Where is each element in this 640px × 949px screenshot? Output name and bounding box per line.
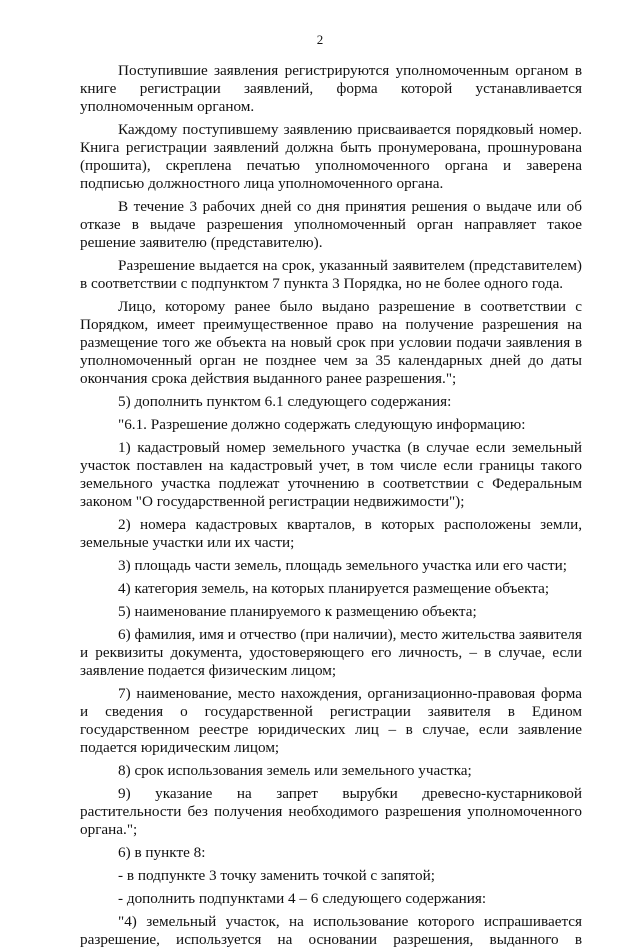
list-item-8: 8) срок использования земель или земельного участка; <box>118 762 472 779</box>
paragraph-replace-point: - в подпункте 3 точку заменить точкой с запятой; <box>118 867 435 884</box>
paragraph-clause-6-1: "6.1. Разрешение должно содержать следующую информацию: <box>118 416 526 433</box>
list-item-3: 3) площадь части земель, площадь земельного участка или его части; <box>118 557 568 574</box>
list-item-9: 9) указание на запрет вырубки древесно-кустарниковой растительности без получения необходимого разрешения уполномоченного органа."; <box>80 785 582 838</box>
paragraph-amendment-5: 5) дополнить пунктом 6.1 следующего содержания: <box>118 393 452 410</box>
list-item-1: 1) кадастровый номер земельного участка (в случае если земельный участок поставлен на кадастровый учет, в том числе если границы такого земельного участка подлежат уточнению в соответствии с Федеральным законом "О государственной регистрации недвижимости"); <box>80 439 582 510</box>
list-item-4: 4) категория земель, на которых планируется размещение объекта; <box>118 580 550 597</box>
page-number: 2 <box>316 32 324 47</box>
paragraph-add-subitems: - дополнить подпунктами 4 – 6 следующего содержания: <box>118 890 487 907</box>
paragraph-decision-term: В течение 3 рабочих дней со дня принятия решения о выдаче или об отказе в выдаче разрешения уполномоченный орган направляет такое решение заявителю (представителю). <box>80 198 582 251</box>
paragraph-amendment-6: 6) в пункте 8: <box>118 844 206 861</box>
paragraph-permit-duration: Разрешение выдается на срок, указанный заявителем (представителем) в соответствии с подпунктом 7 пункта 3 Порядка, но не более одного года. <box>80 257 582 292</box>
list-item-7: 7) наименование, место нахождения, организационно-правовая форма и сведения о государственной регистрации заявителя в Едином государственном реестре юридических лиц – в случае, если заявление подается юридическим лицом; <box>80 685 582 756</box>
list-item-2: 2) номера кадастровых кварталов, в которых расположены земли, земельные участки или их части; <box>80 516 582 551</box>
paragraph-preferential-right: Лицо, которому ранее было выдано разрешение в соответствии с Порядком, имеет преимущественное право на получение разрешения на размещение того же объекта на новый срок при условии подачи заявления в уполномоченный орган не позднее чем за 35 календарных дней до даты окончания срока действия выданного ранее разрешения."; <box>80 298 582 387</box>
paragraph-registration-book: Поступившие заявления регистрируются уполномоченным органом в книге регистрации заявлений, форма которой устанавливается уполномоченным органом. <box>80 62 582 115</box>
paragraph-subitem-4-start: "4) земельный участок, на использование которого испрашивается разрешение, используется на основании разрешения, выданного в <box>80 913 582 948</box>
document-body <box>80 62 582 949</box>
paragraph-serial-number: Каждому поступившему заявлению присваивается порядковый номер. Книга регистрации заявлений должна быть пронумерована, прошнурована (прошита), скреплена печатью уполномоченного органа и заверена подписью должностного лица уполномоченного органа. <box>80 121 582 192</box>
list-item-5: 5) наименование планируемого к размещению объекта; <box>118 603 477 620</box>
list-item-6: 6) фамилия, имя и отчество (при наличии), место жительства заявителя и реквизиты документа, удостоверяющего его личность, – в случае, если заявление подается физическим лицом; <box>80 626 582 679</box>
